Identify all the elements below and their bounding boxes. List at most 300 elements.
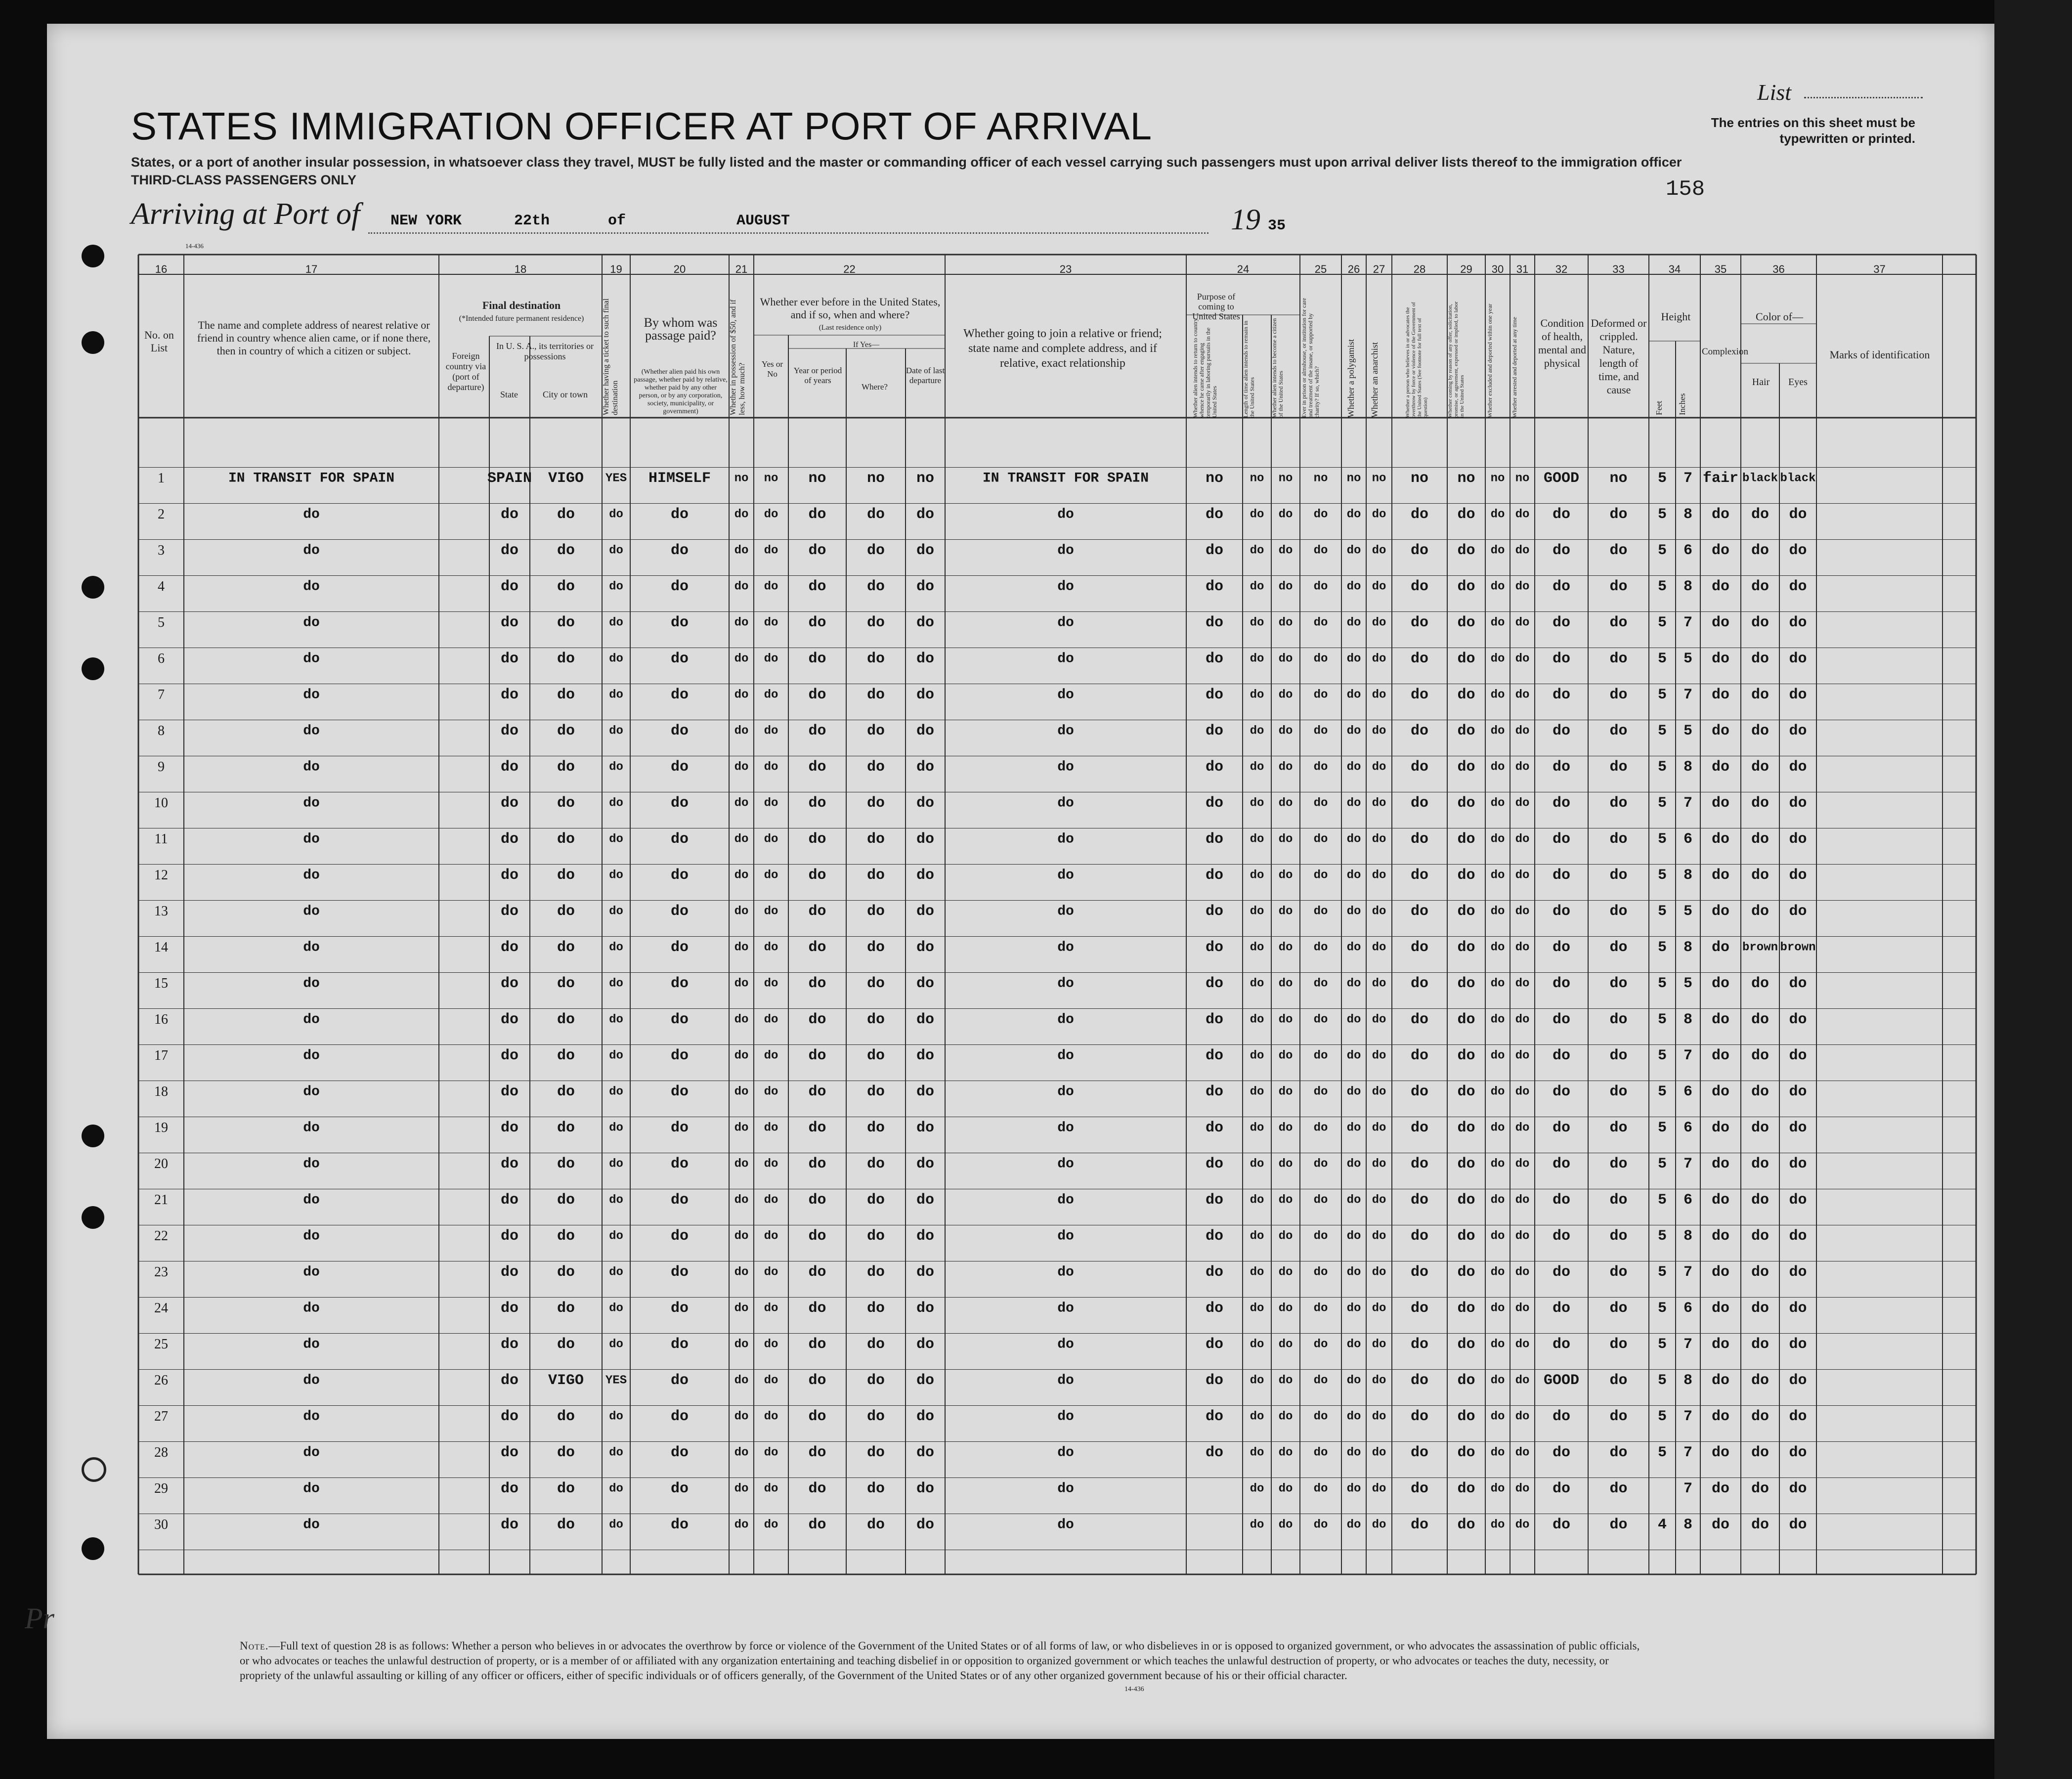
- cell-hair: do: [1751, 1408, 1770, 1425]
- cell-yr: do: [808, 1300, 826, 1317]
- cell-c: do: [1278, 977, 1293, 991]
- cell-dt: do: [916, 1444, 935, 1461]
- cell-c33: do: [1609, 1372, 1628, 1389]
- cell-cx: do: [1711, 542, 1730, 559]
- cell-c26: do: [1346, 1446, 1361, 1460]
- cell-c27: do: [1372, 1193, 1386, 1207]
- list-label: List: [1757, 80, 1792, 105]
- cell-c32: do: [1552, 651, 1571, 667]
- cell-b: do: [1250, 977, 1264, 991]
- cell-yn: do: [764, 580, 778, 594]
- cell-c19: do: [609, 1229, 623, 1243]
- cell-yn: do: [764, 1121, 778, 1135]
- cell-yr: do: [808, 831, 826, 848]
- cell-c19: do: [609, 941, 623, 955]
- cell-wh: do: [866, 903, 885, 920]
- cell-city: do: [557, 939, 575, 956]
- cell-yn: do: [764, 796, 778, 810]
- punch-hole: [82, 576, 104, 599]
- cell-in: 7: [1683, 1444, 1693, 1461]
- cell-state: do: [500, 614, 519, 631]
- footnote-text: —Full text of question 28 is as follows: Whether a person who believes in or advocates the overthrow by force or violence of the Government of the United States or of all forms of law, or who disbelieves in or is opposed to organized government, or who advocates the assassination of public officials, or who advocates or teaches the unlawful destruction of property, or is a member of or affiliated with any organization entertaining and teaching disbelief in or opposition to organized government or which teaches the unlawful destruction of property, or who advocates or teaches the duty, necessity, or propriety of the unlawful assaulting or killing of any officer or officers, either of specific individuals or of officers generally, of the Government of the United States or of any other organized government because of his or their official character.: [240, 1640, 1640, 1682]
- cell-c: do: [1278, 1013, 1293, 1027]
- cell-city: do: [557, 1156, 575, 1172]
- cell-in: 7: [1683, 1336, 1693, 1353]
- footnote: [240, 1639, 1643, 1683]
- col28-header: Whether a person who believes in or advocates the overthrow by force or violence of the Government of the United States (See footnote for full text of question): [1405, 302, 1428, 418]
- cell-ft: 5: [1657, 1228, 1667, 1245]
- cell-c: do: [1278, 580, 1293, 594]
- cell-c32: do: [1552, 939, 1571, 956]
- row-number: 8: [158, 723, 165, 738]
- cell-yn: do: [764, 868, 778, 882]
- cell-state: do: [500, 542, 519, 559]
- cell-in: 7: [1683, 1047, 1693, 1064]
- cell-c27: do: [1372, 1085, 1386, 1099]
- cell-c29: do: [1457, 975, 1475, 992]
- cell-a: do: [1205, 1408, 1224, 1425]
- col20-header: By whom was passage paid?: [644, 315, 718, 343]
- cell-yn: do: [764, 1410, 778, 1424]
- cell-c17: IN TRANSIT FOR SPAIN: [228, 471, 395, 486]
- col34-feet-header: Feet: [1654, 400, 1664, 415]
- cell-wh: do: [866, 1408, 885, 1425]
- cell-c29: do: [1457, 1480, 1475, 1497]
- cell-c26: do: [1346, 760, 1361, 774]
- cell-wh: do: [866, 1480, 885, 1497]
- cell-c23: do: [1057, 1156, 1074, 1172]
- cell-a: do: [1205, 614, 1224, 631]
- cell-c17: do: [303, 1156, 320, 1172]
- cell-eyes: do: [1789, 1120, 1807, 1136]
- cell-c25: do: [1313, 1229, 1328, 1243]
- row-number: 22: [154, 1228, 168, 1244]
- cell-c32: do: [1552, 687, 1571, 703]
- cell-dt: do: [916, 1192, 935, 1209]
- cell-c27: do: [1372, 796, 1386, 810]
- cell-yn: do: [764, 688, 778, 702]
- cell-c21: do: [734, 760, 749, 774]
- arrival-line: [368, 232, 1209, 234]
- cell-c31: do: [1515, 832, 1530, 846]
- col18-state-header: State: [500, 390, 518, 399]
- cell-c23: do: [1057, 1264, 1074, 1280]
- cell-c33: do: [1609, 1408, 1628, 1425]
- cell-c26: do: [1346, 616, 1361, 630]
- cell-wh: do: [866, 1228, 885, 1245]
- punch-hole: [82, 1125, 104, 1147]
- cell-c21: do: [734, 868, 749, 882]
- cell-a: do: [1205, 939, 1224, 956]
- col24b-header: Length of time alien intends to remain in the United States: [1242, 320, 1255, 418]
- cell-hair: do: [1751, 614, 1770, 631]
- cell-c28: do: [1410, 1156, 1429, 1172]
- cell-dt: do: [916, 1047, 935, 1064]
- cell-eyes: do: [1789, 1444, 1807, 1461]
- cell-state: do: [500, 1192, 519, 1209]
- cell-c27: do: [1372, 1374, 1386, 1388]
- cell-ft: 5: [1657, 795, 1667, 812]
- cell-c25: do: [1313, 1157, 1328, 1171]
- col22-year-header: Year or period of years: [793, 366, 842, 385]
- cell-c19: do: [609, 1085, 623, 1099]
- cell-c: do: [1278, 1121, 1293, 1135]
- cell-wh: do: [866, 1444, 885, 1461]
- cell-c29: do: [1457, 687, 1475, 703]
- cell-state: do: [500, 1336, 519, 1353]
- cell-c30: do: [1490, 941, 1505, 955]
- row-number: 28: [154, 1445, 168, 1460]
- cell-c29: do: [1457, 506, 1475, 523]
- cell-in: 6: [1683, 542, 1693, 559]
- col24c-header: Whether alien intends to become a citizen of the United States: [1271, 318, 1284, 418]
- footnote-label: Note.: [240, 1640, 269, 1652]
- cell-c29: do: [1457, 795, 1475, 812]
- cell-cx: do: [1711, 1517, 1730, 1533]
- row-number: 26: [154, 1373, 168, 1388]
- cell-hair: do: [1751, 1228, 1770, 1245]
- cell-c25: do: [1313, 760, 1328, 774]
- cell-ft: 5: [1657, 831, 1667, 848]
- cell-eyes: do: [1789, 1156, 1807, 1172]
- cell-c20: do: [670, 1264, 689, 1281]
- cell-c19: do: [609, 1518, 623, 1532]
- cell-c21: do: [734, 652, 749, 666]
- cell-cx: do: [1711, 687, 1730, 703]
- punch-hole: [82, 1457, 106, 1482]
- cell-c32: do: [1552, 1011, 1571, 1028]
- cell-c29: do: [1457, 723, 1475, 739]
- cell-yn: do: [764, 1013, 778, 1027]
- cell-a: do: [1205, 1372, 1224, 1389]
- cell-b: do: [1250, 1085, 1264, 1099]
- cell-c30: do: [1490, 580, 1505, 594]
- cell-c: do: [1278, 1374, 1293, 1388]
- cell-c29: do: [1457, 1084, 1475, 1100]
- cell-yr: do: [808, 1408, 826, 1425]
- cell-state: do: [500, 1517, 519, 1533]
- cell-c20: do: [670, 1444, 689, 1461]
- cell-hair: do: [1751, 831, 1770, 848]
- cell-c19: do: [609, 616, 623, 630]
- cell-c19: do: [609, 1265, 623, 1279]
- cell-b: do: [1250, 580, 1264, 594]
- list-number-line: [1804, 97, 1923, 98]
- cell-yr: do: [808, 723, 826, 739]
- cell-cx: do: [1711, 1156, 1730, 1172]
- cell-c20: do: [670, 795, 689, 812]
- cell-c32: GOOD: [1543, 1372, 1580, 1389]
- cell-c26: do: [1346, 724, 1361, 738]
- col37-header: Marks of identification: [1829, 348, 1930, 361]
- cell-c27: do: [1372, 1013, 1386, 1027]
- cell-state: do: [500, 1264, 519, 1281]
- cell-c: do: [1278, 724, 1293, 738]
- cell-c20: do: [670, 687, 689, 703]
- cell-c32: do: [1552, 1336, 1571, 1353]
- cell-hair: do: [1751, 1336, 1770, 1353]
- cell-c30: do: [1490, 760, 1505, 774]
- cell-a: do: [1205, 651, 1224, 667]
- col35-header: Complexion: [1702, 347, 1748, 357]
- cell-yr: do: [808, 687, 826, 703]
- cell-c20: do: [670, 506, 689, 523]
- cell-yr: do: [808, 939, 826, 956]
- row-number: 1: [158, 471, 165, 486]
- cell-c17: do: [303, 795, 320, 811]
- cell-eyes: do: [1789, 1408, 1807, 1425]
- cell-c19: do: [609, 1121, 623, 1135]
- cell-c17: do: [303, 507, 320, 522]
- form-title: STATES IMMIGRATION OFFICER AT PORT OF ARRIVAL: [131, 104, 1153, 148]
- cell-wh: do: [866, 651, 885, 667]
- cell-c25: do: [1313, 1085, 1328, 1099]
- col18-note: (*Intended future permanent residence): [459, 314, 584, 323]
- col22-note: (Last residence only): [819, 324, 882, 332]
- cell-c26: do: [1346, 544, 1361, 558]
- cell-state: do: [500, 578, 519, 595]
- cell-c20: do: [670, 1480, 689, 1497]
- cell-c32: do: [1552, 867, 1571, 884]
- cell-c20: do: [670, 1011, 689, 1028]
- cell-c33: do: [1609, 687, 1628, 703]
- cell-c: do: [1278, 1338, 1293, 1351]
- cell-c21: do: [734, 616, 749, 630]
- cell-c26: do: [1346, 905, 1361, 918]
- cell-wh: do: [866, 1011, 885, 1028]
- cell-c29: do: [1457, 1264, 1475, 1281]
- cell-ft: 5: [1657, 1120, 1667, 1136]
- punch-hole: [82, 331, 104, 354]
- cell-c25: do: [1313, 724, 1328, 738]
- cell-c30: do: [1490, 1085, 1505, 1099]
- cell-c19: do: [609, 1157, 623, 1171]
- cell-dt: do: [916, 1372, 935, 1389]
- cell-c31: do: [1515, 941, 1530, 955]
- cell-c19: do: [609, 905, 623, 918]
- column-number-23: 23: [1059, 263, 1072, 275]
- column-number-34: 34: [1668, 263, 1681, 275]
- cell-in: 6: [1683, 1192, 1693, 1209]
- cell-c: do: [1278, 1446, 1293, 1460]
- col23-header: Whether going to join a relative or friend; state name and complete address, and if relative, exact relationship: [963, 327, 1162, 370]
- cell-c19: do: [609, 1302, 623, 1315]
- cell-a: do: [1205, 1264, 1224, 1281]
- col19-header: Whether having a ticket to such final destination: [602, 298, 619, 415]
- cell-wh: do: [866, 542, 885, 559]
- cell-c: do: [1278, 905, 1293, 918]
- cell-c21: do: [734, 1410, 749, 1424]
- cell-city: do: [557, 1192, 575, 1209]
- cell-dt: do: [916, 1408, 935, 1425]
- cell-cx: do: [1711, 506, 1730, 523]
- cell-dt: do: [916, 1084, 935, 1100]
- entries-note: The entries on this sheet must be typewritten or printed.: [1711, 115, 1915, 146]
- cell-ft: 5: [1657, 651, 1667, 667]
- cell-cx: do: [1711, 975, 1730, 992]
- cell-yn: do: [764, 508, 778, 521]
- cell-hair: do: [1751, 651, 1770, 667]
- cell-c21: do: [734, 1518, 749, 1532]
- cell-c17: do: [303, 651, 320, 667]
- cell-c19: do: [609, 1013, 623, 1027]
- cell-c21: do: [734, 1085, 749, 1099]
- cell-c17: do: [303, 1048, 320, 1064]
- cell-dt: do: [916, 1517, 935, 1533]
- cell-c26: do: [1346, 688, 1361, 702]
- cell-c26: do: [1346, 580, 1361, 594]
- cell-yr: do: [808, 1372, 826, 1389]
- cell-c17: do: [303, 976, 320, 992]
- punch-hole: [82, 1537, 104, 1560]
- cell-c33: do: [1609, 867, 1628, 884]
- col24-header: Purpose of coming to United States: [1192, 292, 1240, 321]
- cell-eyes: do: [1789, 578, 1807, 595]
- cell-c32: do: [1552, 1480, 1571, 1497]
- cell-a: do: [1205, 1156, 1224, 1172]
- cell-c30: do: [1490, 508, 1505, 521]
- cell-b: do: [1250, 1374, 1264, 1388]
- cell-c27: do: [1372, 1482, 1386, 1496]
- cell-c17: do: [303, 579, 320, 595]
- cell-c33: do: [1609, 939, 1628, 956]
- cell-c: do: [1278, 1410, 1293, 1424]
- cell-wh: do: [866, 1120, 885, 1136]
- cell-c25: do: [1313, 905, 1328, 918]
- row-number: 4: [158, 579, 165, 594]
- cell-yr: do: [808, 1444, 826, 1461]
- cell-in: 6: [1683, 1120, 1693, 1136]
- cell-c17: do: [303, 1264, 320, 1280]
- cell-ft: 5: [1657, 1372, 1667, 1389]
- cell-c29: do: [1457, 903, 1475, 920]
- cell-c30: do: [1490, 652, 1505, 666]
- col17-header: The name and complete address of nearest relative or friend in country whence alien came, or if none there, then in country of which a citizen or subject.: [197, 319, 431, 357]
- cell-c33: do: [1609, 651, 1628, 667]
- column-number-28: 28: [1413, 263, 1426, 275]
- cell-ft: 5: [1657, 1444, 1667, 1461]
- cell-c28: do: [1410, 1192, 1429, 1209]
- cell-a: do: [1205, 975, 1224, 992]
- cell-city: do: [557, 1120, 575, 1136]
- cell-c29: do: [1457, 867, 1475, 884]
- cell-c28: do: [1410, 1408, 1429, 1425]
- cell-c23: do: [1057, 795, 1074, 811]
- cell-c23: do: [1057, 1228, 1074, 1244]
- cell-city: do: [557, 1444, 575, 1461]
- cell-c20: do: [670, 975, 689, 992]
- cell-c19: YES: [605, 1374, 627, 1388]
- cell-c28: do: [1410, 614, 1429, 631]
- cell-eyes: do: [1789, 1084, 1807, 1100]
- cell-b: do: [1250, 688, 1264, 702]
- cell-c28: do: [1410, 1047, 1429, 1064]
- cell-wh: do: [866, 1300, 885, 1317]
- cell-c: do: [1278, 1157, 1293, 1171]
- cell-c28: do: [1410, 831, 1429, 848]
- cell-c30: do: [1490, 1446, 1505, 1460]
- cell-eyes: do: [1789, 723, 1807, 739]
- cell-c23: do: [1057, 1012, 1074, 1028]
- cell-c23: do: [1057, 1373, 1074, 1388]
- cell-c: do: [1278, 1049, 1293, 1063]
- cell-eyes: do: [1789, 1228, 1807, 1245]
- cell-c17: do: [303, 1012, 320, 1028]
- instruction-line: States, or a port of another insular possession, in whatsoever class they travel, MUST be fully listed and the master or commanding officer of each vessel carrying such passengers must upon arrival deliver lists thereof to the immigration officer: [131, 155, 1682, 170]
- column-number-16: 16: [155, 263, 168, 275]
- manifest-sheet: [47, 24, 1994, 1739]
- cell-cx: do: [1711, 1011, 1730, 1028]
- row-number: 2: [158, 507, 165, 522]
- cell-c: do: [1278, 1482, 1293, 1496]
- cell-c23: do: [1057, 759, 1074, 775]
- cell-c20: do: [670, 831, 689, 848]
- cell-c26: do: [1346, 1229, 1361, 1243]
- cell-in: 6: [1683, 1300, 1693, 1317]
- cell-b: do: [1250, 1410, 1264, 1424]
- cell-cx: do: [1711, 578, 1730, 595]
- cell-state: do: [500, 939, 519, 956]
- cell-a: do: [1205, 867, 1224, 884]
- cell-eyes: do: [1789, 975, 1807, 992]
- cell-c21: do: [734, 796, 749, 810]
- cell-yn: do: [764, 1049, 778, 1063]
- cell-wh: no: [866, 470, 885, 487]
- cell-dt: do: [916, 759, 935, 776]
- cell-c33: do: [1609, 975, 1628, 992]
- cell-yn: do: [764, 724, 778, 738]
- cell-c21: do: [734, 832, 749, 846]
- cell-cx: do: [1711, 1084, 1730, 1100]
- cell-wh: do: [866, 795, 885, 812]
- cell-c31: do: [1515, 1446, 1530, 1460]
- cell-state: do: [500, 1156, 519, 1172]
- cell-c29: do: [1457, 1336, 1475, 1353]
- column-number-37: 37: [1873, 263, 1886, 275]
- cell-cx: do: [1711, 1228, 1730, 1245]
- row-number: 18: [154, 1084, 168, 1099]
- cell-c25: do: [1313, 1013, 1328, 1027]
- cell-c19: do: [609, 688, 623, 702]
- row-number: 30: [154, 1517, 168, 1532]
- cell-c28: do: [1410, 1444, 1429, 1461]
- cell-c29: do: [1457, 578, 1475, 595]
- cell-cx: do: [1711, 723, 1730, 739]
- cell-city: do: [557, 831, 575, 848]
- cell-c28: do: [1410, 687, 1429, 703]
- cell-city: do: [557, 795, 575, 812]
- cell-c21: do: [734, 1013, 749, 1027]
- cell-dt: do: [916, 687, 935, 703]
- cell-c28: no: [1410, 470, 1429, 487]
- cell-in: 8: [1683, 1228, 1693, 1245]
- cell-yr: do: [808, 759, 826, 776]
- cell-c31: do: [1515, 1410, 1530, 1424]
- cell-cx: do: [1711, 939, 1730, 956]
- cell-c23: do: [1057, 1445, 1074, 1461]
- row-number: 19: [154, 1120, 168, 1135]
- cell-state: do: [500, 759, 519, 776]
- cell-yr: do: [808, 578, 826, 595]
- cell-eyes: do: [1789, 759, 1807, 776]
- arrival-port: NEW YORK: [390, 213, 462, 229]
- cell-c30: do: [1490, 832, 1505, 846]
- cell-c30: do: [1490, 724, 1505, 738]
- cell-yn: do: [764, 1229, 778, 1243]
- cell-b: do: [1250, 1482, 1264, 1496]
- cell-b: do: [1250, 544, 1264, 558]
- cell-yn: do: [764, 1302, 778, 1315]
